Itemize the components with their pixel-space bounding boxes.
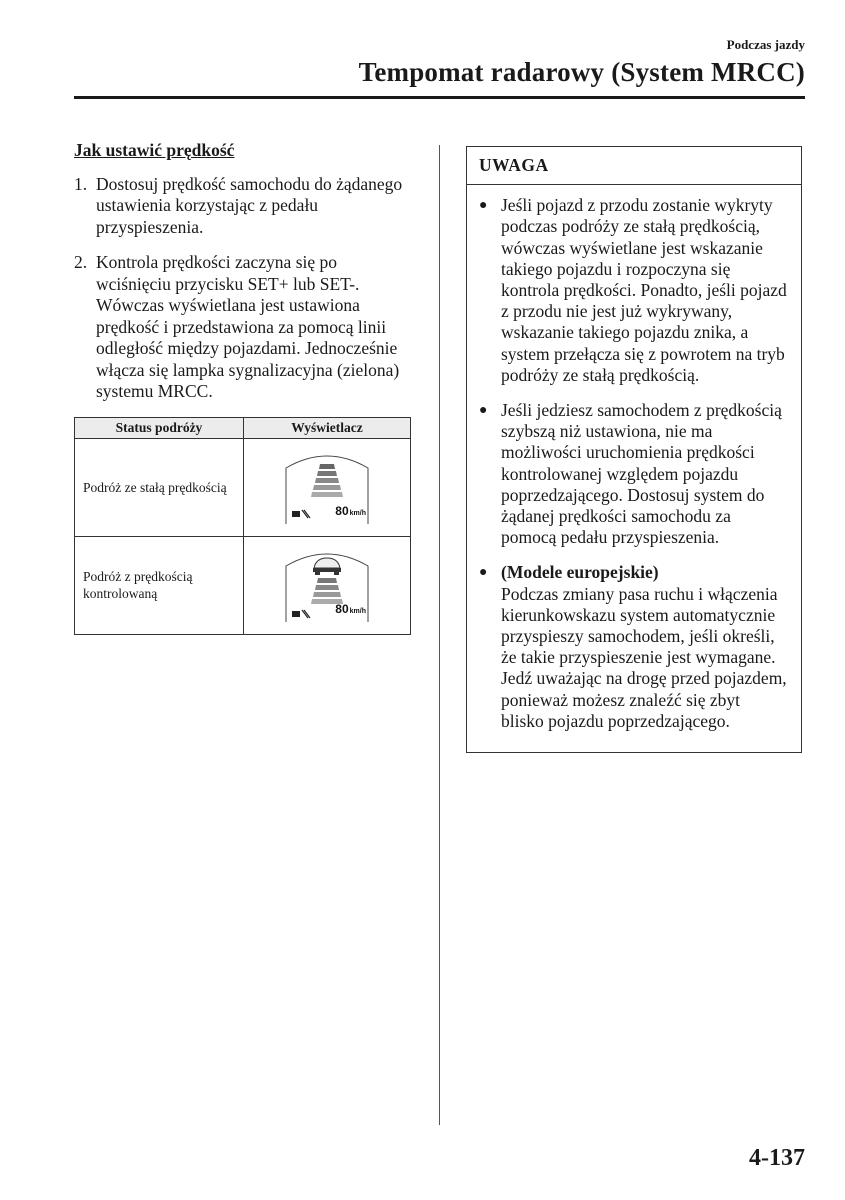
- note-list: [467, 185, 801, 752]
- note-text: Jeśli jedziesz samochodem z prędkością szybszą niż ustawiona, nie ma możliwości uruchomienia prędkości kontrolowanej względem pojazdu poprzedzającego. Dostosuj system do żądanej prędkości samochodu za pomocą pedału przyspieszenia.: [501, 400, 782, 548]
- section-label: Podczas jazdy: [726, 37, 805, 52]
- note-item-title: (Modele europejskie): [501, 562, 659, 583]
- step-number: 1.: [74, 173, 88, 194]
- step-item: [74, 252, 414, 403]
- vehicle-ahead-icon: [313, 558, 341, 575]
- note-text: Jeśli pojazd z przodu zostanie wykryty podczas podróży ze stałą prędkością, wówczas wyświetlane jest wskazanie takiego pojazdu i rozpoczyna się kontrola prędkości. Ponadto, jeśli pojazd z przodu nie jest już wykrywany, wskazanie takiego pojazdu znika, a system przełącza się z powrotem na tryb podróży ze stałą prędkością.: [501, 195, 787, 385]
- distance-bar: [313, 485, 341, 490]
- display-cell: [244, 438, 411, 536]
- note-box: [466, 146, 802, 753]
- note-item: [479, 195, 787, 386]
- status-cell: Podróż z prędkością kontrolowaną: [75, 536, 244, 634]
- bullet-icon: ●: [479, 403, 488, 419]
- speed-readout: 80km/h: [335, 602, 366, 616]
- page-number: 4-137: [749, 1145, 805, 1171]
- own-car-icon: [292, 610, 310, 618]
- page-title: Tempomat radarowy (System MRCC): [358, 57, 805, 87]
- distance-bar: [315, 478, 339, 483]
- note-item: [479, 562, 787, 732]
- display-cell: [244, 536, 411, 634]
- header-rule: [74, 96, 805, 99]
- distance-bar: [315, 585, 339, 590]
- table-row: [75, 438, 411, 536]
- bullet-icon: ●: [479, 198, 488, 214]
- note-text: Podczas zmiany pasa ruchu i włączenia kierunkowskazu system automatycznie przyspieszy samochodem, jeśli określi, że takie przyspieszenie jest wymagane. Jedź uważając na drogę przed pojazdem, ponieważ możesz znaleźć się zbyt blisko pojazdu poprzedzającego.: [501, 583, 787, 731]
- step-item: [74, 174, 414, 239]
- cruise-display-illustration: [282, 450, 372, 524]
- distance-bar: [317, 471, 337, 476]
- note-text-block: [501, 562, 787, 732]
- section-heading: Jak ustawić prędkość: [74, 140, 235, 160]
- table-header-row: [75, 417, 411, 438]
- cruise-display-illustration: [282, 548, 372, 622]
- distance-bar: [317, 578, 337, 583]
- distance-bar: [319, 464, 335, 469]
- step-text: Dostosuj prędkość samochodu do żądanego ustawienia korzystając z pedału przyspieszenia.: [96, 173, 403, 237]
- distance-bar: [311, 492, 343, 497]
- speed-readout: 80km/h: [335, 504, 366, 518]
- status-cell: Podróż ze stałą prędkością: [75, 438, 244, 536]
- note-header: UWAGA: [467, 147, 801, 185]
- table-header-display: Wyświetlacz: [244, 417, 411, 438]
- own-car-icon: [292, 510, 310, 518]
- left-column: [74, 140, 414, 635]
- step-number: 2.: [74, 252, 88, 272]
- column-divider: [439, 145, 440, 1125]
- step-text: Kontrola prędkości zaczyna się po wciśnięciu przycisku SET+ lub SET-. Wówczas wyświetlana jest ustawiona prędkość i przedstawiona za pomocą linii odległość między pojazdami. Jednocześnie włącza się lampka sygnalizacyjna (zielona) systemu MRCC.: [96, 252, 400, 401]
- distance-bar: [313, 592, 341, 597]
- note-item: [479, 400, 787, 548]
- status-table: [74, 417, 411, 635]
- bullet-icon: ●: [479, 565, 488, 581]
- table-header-status: Status podróży: [75, 417, 244, 438]
- table-row: [75, 536, 411, 634]
